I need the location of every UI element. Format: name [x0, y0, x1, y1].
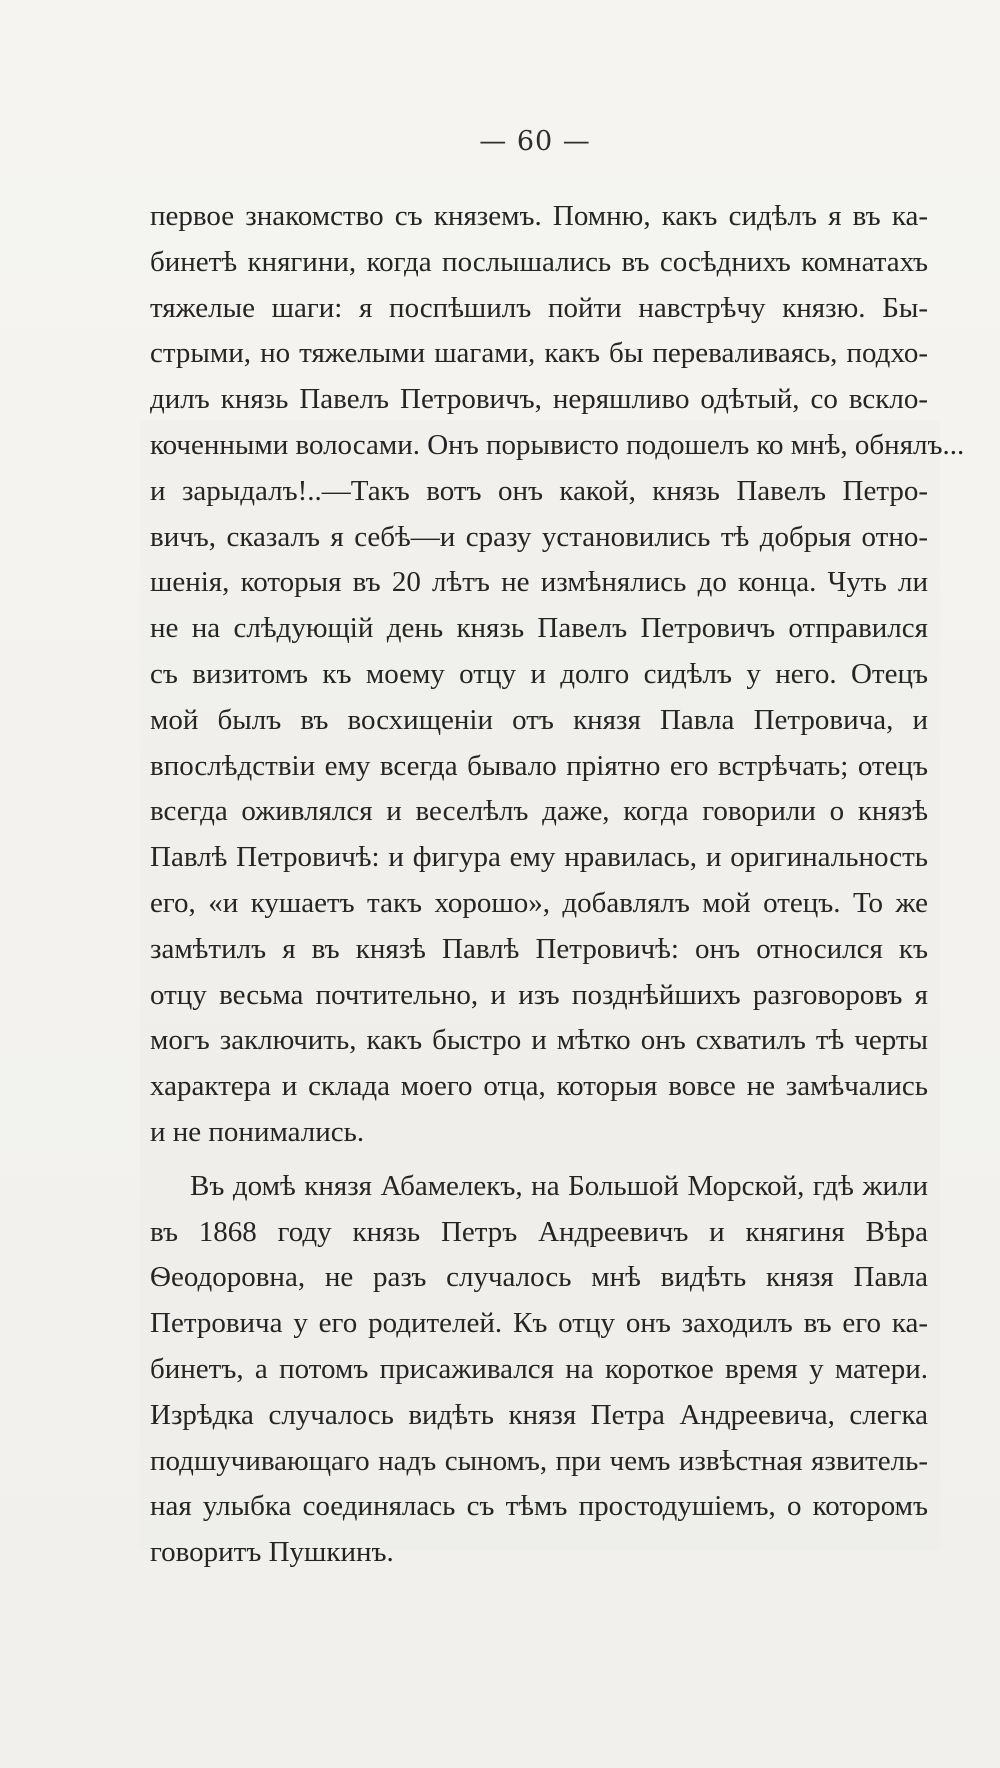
text-line: характера и склада моего отца, которыя вовсе не замѣчались	[150, 1070, 928, 1103]
text-line: тяжелые шаги: я поспѣшилъ пойти навстрѣчу князю. Бы-	[150, 291, 928, 324]
text-line: замѣтилъ я въ князѣ Павлѣ Петровичѣ: онъ относился къ	[150, 932, 928, 965]
text-line: Изрѣдка случалось видѣть князя Петра Андреевича, слегка	[150, 1398, 928, 1431]
text-line: съ визитомъ къ моему отцу и долго сидѣлъ у него. Отецъ	[150, 657, 928, 690]
text-line: Въ домѣ князя Абамелекъ, на Большой Морской, гдѣ жили	[190, 1169, 928, 1202]
text-line: могъ заключить, какъ быстро и мѣтко онъ схватилъ тѣ черты	[150, 1024, 928, 1057]
text-line: бинетъ, а потомъ присаживался на короткое время у матери.	[150, 1352, 928, 1385]
text-line: мой былъ въ восхищеніи отъ князя Павла Петровича, и	[150, 703, 928, 736]
text-line: его, «и кушаетъ такъ хорошо», добавлялъ мой отецъ. То же	[150, 886, 928, 919]
text-line: подшучивающаго надъ сыномъ, при чемъ извѣстная язвитель-	[150, 1444, 928, 1477]
text-line: стрыми, но тяжелыми шагами, какъ бы переваливаясь, подхо-	[150, 337, 928, 370]
text-line: говоритъ Пушкинъ.	[150, 1536, 394, 1569]
page-number: — 60 —	[479, 126, 591, 157]
text-line: ная улыбка соединялась съ тѣмъ простодушіемъ, о которомъ	[150, 1490, 928, 1523]
text-line: первое знакомство съ княземъ. Помню, какъ сидѣлъ я въ ка-	[150, 200, 928, 232]
text-line: отцу весьма почтительно, и изъ позднѣйшихъ разговоровъ я	[150, 978, 928, 1011]
text-line: Ѳеодоровна, не разъ случалось мнѣ видѣть князя Павла	[150, 1261, 928, 1294]
text-line: въ 1868 году князь Петръ Андреевичъ и княгиня Вѣра	[150, 1215, 928, 1248]
text-line: и зарыдалъ!..—Такъ вотъ онъ какой, князь Павелъ Петро-	[150, 474, 928, 507]
text-line: Петровича у его родителей. Къ отцу онъ заходилъ въ его ка-	[150, 1307, 928, 1340]
text-line: шенія, которыя въ 20 лѣтъ не измѣнялись до конца. Чуть ли	[150, 566, 928, 599]
text-line: Павлѣ Петровичѣ: и фигура ему нравилась, и оригинальность	[150, 841, 928, 874]
text-line: бинетѣ княгини, когда послышались въ сосѣднихъ комнатахъ	[150, 245, 928, 278]
text-line: и не понимались.	[150, 1115, 365, 1148]
text-line: не на слѣдующій день князь Павелъ Петровичъ отправился	[150, 612, 928, 645]
text-line: впослѣдствіи ему всегда бывало пріятно его встрѣчать; отецъ	[150, 749, 928, 782]
paragraph	[150, 194, 965, 1156]
text-line: дилъ князь Павелъ Петровичъ, неряшливо одѣтый, со вскло-	[150, 383, 928, 416]
paragraph-gap	[150, 1156, 928, 1164]
text-line: всегда оживлялся и веселѣлъ даже, когда говорили о князѣ	[150, 795, 928, 828]
paragraph	[150, 1164, 928, 1576]
text-line: вичъ, сказалъ я себѣ—и сразу установились тѣ добрыя отно-	[150, 520, 928, 553]
body-text	[150, 194, 965, 1576]
text-line: коченными волосами. Онъ порывисто подошелъ ко мнѣ, обнялъ...	[150, 428, 965, 461]
